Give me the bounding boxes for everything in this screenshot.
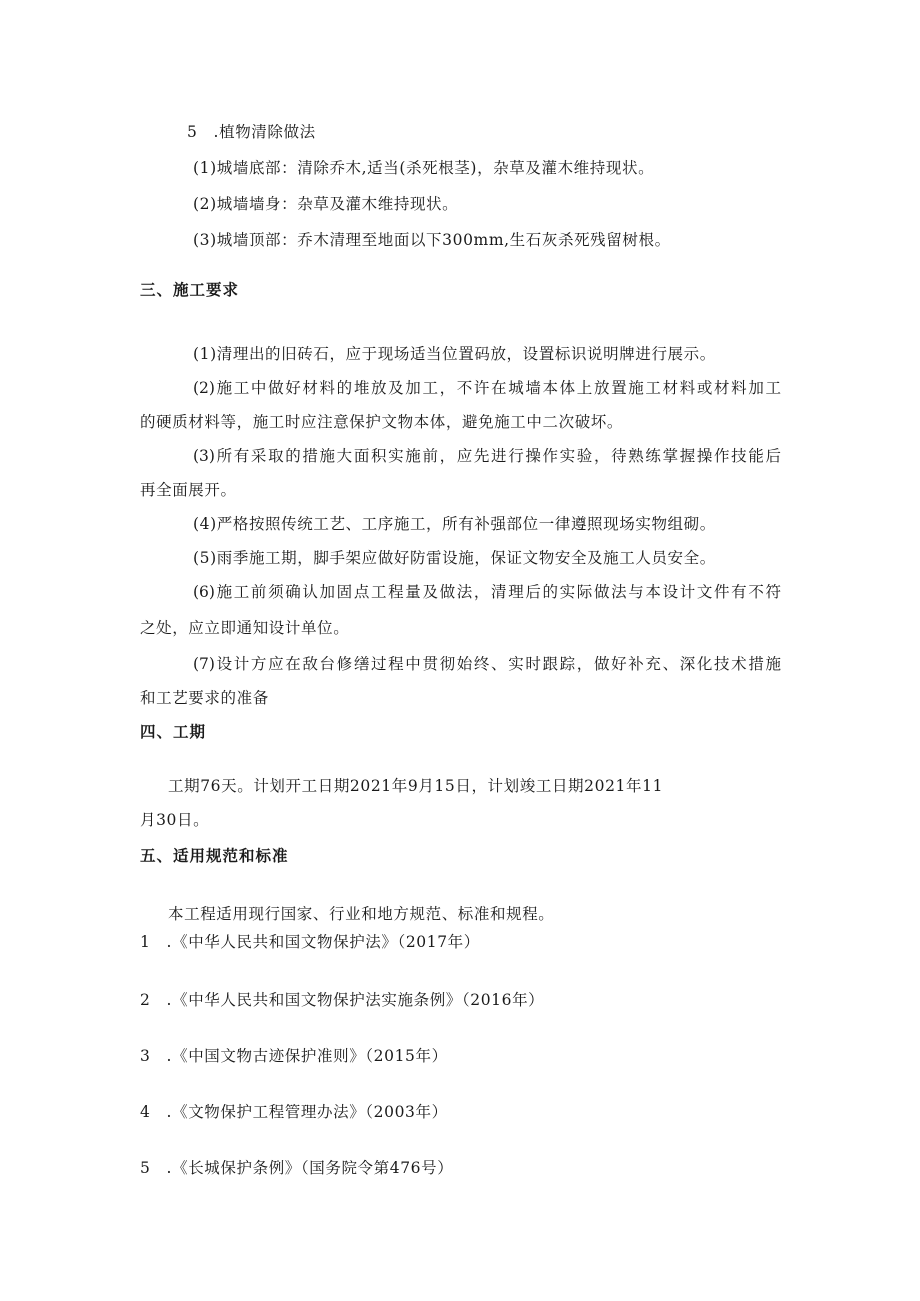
standards-intro: 本工程适用现行国家、行业和地方规范、标准和规程。 <box>168 905 555 923</box>
plant-removal-item-3: (3)城墙顶部：乔木清理至地面以下300mm,生石灰杀死残留树根。 <box>193 231 671 249</box>
requirement-7-line-1: (7)设计方应在敌台修缮过程中贯彻始终、实时跟踪，做好补充、深化技术措施 <box>193 655 781 673</box>
requirement-1: (1)清理出的旧砖石，应于现场适当位置码放，设置标识说明牌进行展示。 <box>193 345 716 363</box>
schedule-text-line-2: 月30日。 <box>140 811 210 829</box>
requirement-2-line-2: 的硬质材料等，施工时应注意保护文物本体，避免施工中二次破坏。 <box>140 413 624 431</box>
requirement-5: (5)雨季施工期，脚手架应做好防雷设施，保证文物安全及施工人员安全。 <box>193 549 716 567</box>
requirement-3-line-1: (3)所有采取的措施大面积实施前，应先进行操作实验，待熟练掌握操作技能后 <box>193 447 781 465</box>
standard-item-2: 2 .《中华人民共和国文物保护法实施条例》（2016年） <box>140 991 545 1009</box>
section-heading-standards: 五、适用规范和标准 <box>140 847 289 865</box>
requirement-6-line-1: (6)施工前须确认加固点工程量及做法，清理后的实际做法与本设计文件有不符 <box>193 583 781 601</box>
requirement-3-line-2: 再全面展开。 <box>140 481 237 499</box>
schedule-text-line-1: 工期76天。计划开工日期2021年9月15日，计划竣工日期2021年11 <box>168 777 664 795</box>
standard-item-3: 3 .《中国文物古迹保护准则》（2015年） <box>140 1047 448 1065</box>
section-heading-construction-requirements: 三、施工要求 <box>140 281 240 299</box>
section-heading-schedule: 四、工期 <box>140 723 207 741</box>
subsection-title-plant-removal: 5 .植物清除做法 <box>187 123 316 141</box>
requirement-4: (4)严格按照传统工艺、工序施工，所有补强部位一律遵照现场实物组砌。 <box>193 515 716 533</box>
requirement-2-line-1: (2)施工中做好材料的堆放及加工，不许在城墙本体上放置施工材料或材料加工 <box>193 379 781 397</box>
plant-removal-item-2: (2)城墙墙身：杂草及灌木维持现状。 <box>193 195 459 213</box>
requirement-7-line-2: 和工艺要求的准备 <box>140 689 269 707</box>
standard-item-1: 1 .《中华人民共和国文物保护法》（2017年） <box>140 933 480 951</box>
standard-item-4: 4 .《文物保护工程管理办法》（2003年） <box>140 1103 448 1121</box>
requirement-6-line-2: 之处，应立即通知设计单位。 <box>140 619 350 637</box>
plant-removal-item-1: (1)城墙底部：清除乔木,适当(杀死根茎)，杂草及灌木维持现状。 <box>193 159 655 177</box>
standard-item-5: 5 .《长城保护条例》（国务院令第476号） <box>140 1159 454 1177</box>
